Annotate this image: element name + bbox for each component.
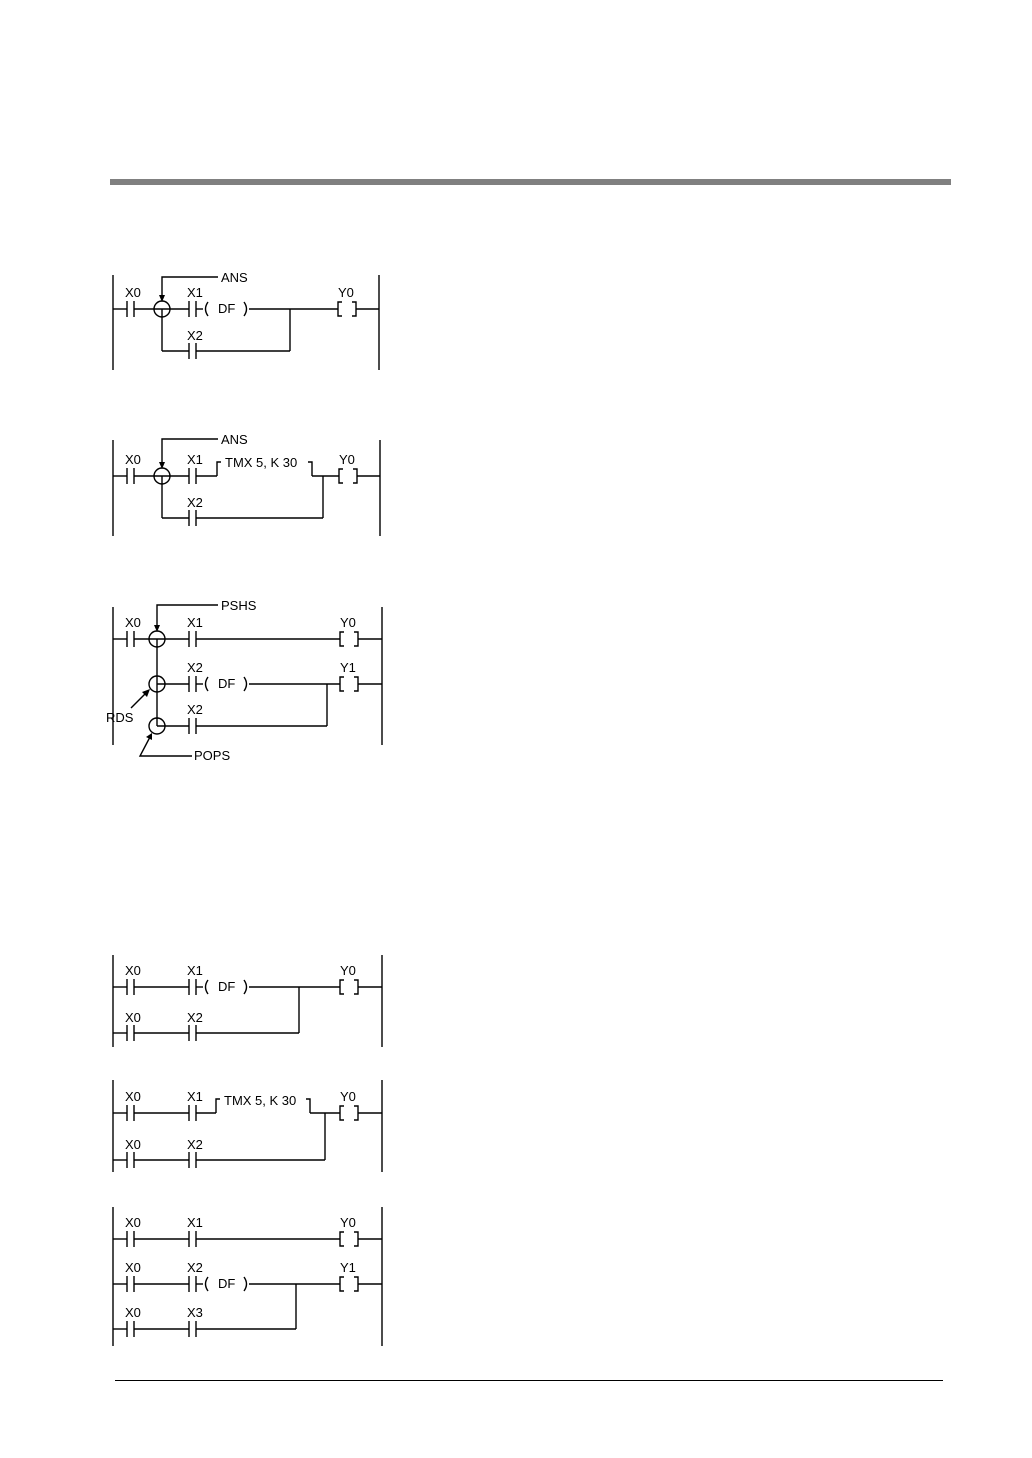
ladder-ans-df bbox=[100, 265, 400, 380]
label-x0: X0 bbox=[125, 452, 141, 467]
label-x2-top: X2 bbox=[187, 660, 203, 675]
ladder-pshs-rds-pops bbox=[100, 595, 400, 770]
tmx-bracket-right bbox=[308, 462, 312, 476]
label-y0: Y0 bbox=[340, 1089, 356, 1104]
label-x1: X1 bbox=[187, 1215, 203, 1230]
tmx-bracket-right bbox=[306, 1099, 310, 1113]
label-y1: Y1 bbox=[340, 1260, 356, 1275]
coil-y0-right bbox=[354, 1106, 358, 1120]
tmx-bracket-left bbox=[217, 462, 221, 476]
label-x0: X0 bbox=[125, 615, 141, 630]
label-y0: Y0 bbox=[340, 963, 356, 978]
label-x2: X2 bbox=[187, 328, 203, 343]
label-x0-row3: X0 bbox=[125, 1305, 141, 1320]
label-x1: X1 bbox=[187, 615, 203, 630]
label-rds: RDS bbox=[106, 710, 134, 725]
label-df: DF bbox=[218, 301, 236, 316]
label-x1: X1 bbox=[187, 452, 203, 467]
ladder-expanded-tmx bbox=[100, 1075, 400, 1175]
label-x0-row1: X0 bbox=[125, 1215, 141, 1230]
label-ans: ANS bbox=[221, 270, 248, 285]
label-x0-top: X0 bbox=[125, 1089, 141, 1104]
df-close-paren bbox=[244, 677, 247, 691]
coil-y1-right bbox=[354, 1277, 358, 1291]
label-x0: X0 bbox=[125, 285, 141, 300]
label-x2: X2 bbox=[187, 1260, 203, 1275]
label-x2-bottom: X2 bbox=[187, 702, 203, 717]
label-pops: POPS bbox=[194, 748, 231, 763]
coil-y0-left bbox=[340, 1106, 344, 1120]
coil-y0-right bbox=[354, 1232, 358, 1246]
label-tmx: TMX 5, K 30 bbox=[225, 455, 298, 470]
label-df: DF bbox=[218, 1276, 236, 1291]
coil-y0-left bbox=[338, 302, 342, 316]
coil-y1-right bbox=[354, 677, 358, 691]
ladder-expanded-df bbox=[100, 950, 400, 1050]
ladder-expanded-multi bbox=[100, 1200, 400, 1350]
label-x1: X1 bbox=[187, 963, 203, 978]
coil-y0-right bbox=[352, 302, 356, 316]
df-close-paren bbox=[244, 1277, 247, 1291]
label-x2: X2 bbox=[187, 1010, 203, 1025]
pops-callout-line bbox=[140, 737, 192, 756]
label-y0: Y0 bbox=[338, 285, 354, 300]
label-x2: X2 bbox=[187, 1137, 203, 1152]
label-y0: Y0 bbox=[339, 452, 355, 467]
ladder-ans-tmx bbox=[100, 428, 400, 543]
coil-y0-right bbox=[353, 469, 357, 483]
coil-y0-left bbox=[340, 632, 344, 646]
coil-y0-right bbox=[354, 632, 358, 646]
label-df: DF bbox=[218, 676, 236, 691]
label-x3: X3 bbox=[187, 1305, 203, 1320]
label-x0-bottom: X0 bbox=[125, 1010, 141, 1025]
header-rule bbox=[110, 179, 951, 185]
df-close-paren bbox=[244, 980, 247, 994]
footer-rule bbox=[115, 1380, 943, 1381]
coil-y1-left bbox=[340, 677, 344, 691]
label-x0-bottom: X0 bbox=[125, 1137, 141, 1152]
label-x0-top: X0 bbox=[125, 963, 141, 978]
coil-y1-left bbox=[340, 1277, 344, 1291]
coil-y0-left bbox=[339, 469, 343, 483]
df-open-paren bbox=[206, 980, 209, 994]
df-close-paren bbox=[244, 302, 247, 316]
label-x2: X2 bbox=[187, 495, 203, 510]
label-df: DF bbox=[218, 979, 236, 994]
label-y0: Y0 bbox=[340, 1215, 356, 1230]
df-open-paren bbox=[206, 302, 209, 316]
coil-y0-right bbox=[354, 980, 358, 994]
tmx-bracket-left bbox=[216, 1099, 220, 1113]
coil-y0-left bbox=[340, 1232, 344, 1246]
label-y0: Y0 bbox=[340, 615, 356, 630]
label-tmx: TMX 5, K 30 bbox=[224, 1093, 297, 1108]
df-open-paren bbox=[206, 1277, 209, 1291]
label-x1: X1 bbox=[187, 285, 203, 300]
label-ans: ANS bbox=[221, 432, 248, 447]
coil-y0-left bbox=[340, 980, 344, 994]
rds-callout-line bbox=[131, 693, 146, 708]
df-open-paren bbox=[206, 677, 209, 691]
label-x0-row2: X0 bbox=[125, 1260, 141, 1275]
label-pshs: PSHS bbox=[221, 598, 257, 613]
label-x1: X1 bbox=[187, 1089, 203, 1104]
label-y1: Y1 bbox=[340, 660, 356, 675]
